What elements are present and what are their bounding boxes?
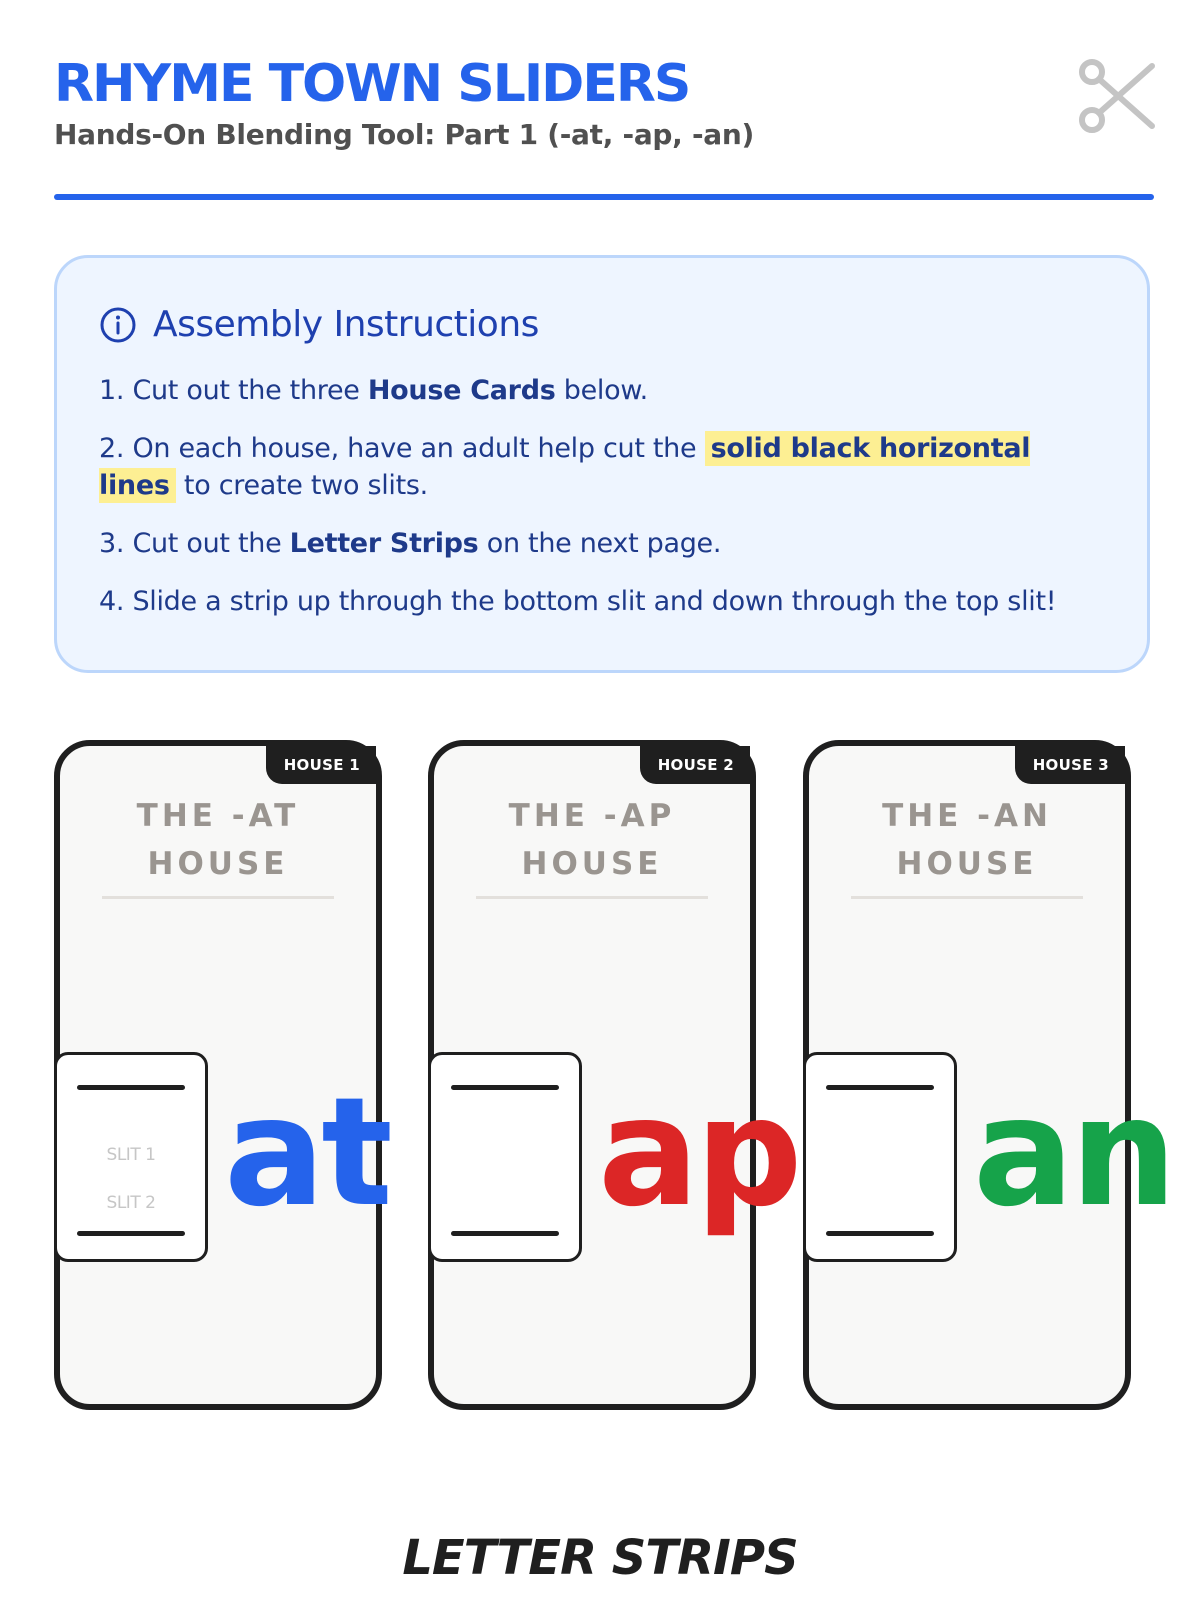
- instruction-step-2: 2. On each house, have an adult help cut the solid black horizontal lines to create two slits.: [99, 433, 1031, 501]
- word-family-rime: an: [973, 1066, 1174, 1240]
- top-slit[interactable]: [77, 1085, 185, 1090]
- top-slit[interactable]: [451, 1085, 559, 1090]
- word-family-rime: ap: [598, 1066, 799, 1240]
- house-tag: HOUSE 1: [266, 746, 376, 784]
- bottom-slit[interactable]: [451, 1231, 559, 1236]
- house-card-1: [54, 740, 389, 1410]
- bottom-slit[interactable]: [77, 1231, 185, 1236]
- house-title: THE -AP HOUSE: [508, 798, 676, 882]
- house-card-3: [803, 740, 1174, 1410]
- instructions-heading: [99, 304, 539, 345]
- scissors-icon: [1078, 56, 1158, 136]
- page-title: RHYME TOWN SLIDERS: [54, 54, 690, 114]
- instructions-list: [99, 372, 1109, 641]
- house-divider: [102, 896, 334, 899]
- house-title: THE -AT HOUSE: [136, 798, 300, 882]
- house-title: THE -AN HOUSE: [882, 798, 1052, 882]
- instructions-panel: [54, 255, 1150, 673]
- house-tag: HOUSE 2: [640, 746, 750, 784]
- instruction-step-3: 3. Cut out the Letter Strips on the next page.: [99, 528, 722, 559]
- slit-2-label: SLIT 2: [106, 1193, 156, 1213]
- instruction-step-4: 4. Slide a strip up through the bottom slit and down through the top slit!: [99, 586, 1057, 617]
- instructions-title: Assembly Instructions: [153, 304, 539, 345]
- header-divider: [54, 194, 1154, 200]
- house-card-2: [428, 740, 799, 1410]
- bottom-slit[interactable]: [826, 1231, 934, 1236]
- page-header: [54, 52, 1154, 151]
- highlighted-text: solid black horizontal lines: [99, 433, 1031, 501]
- slider-window: [428, 1052, 582, 1262]
- house-divider: [476, 896, 708, 899]
- slit-1-label: SLIT 1: [106, 1145, 156, 1165]
- instruction-step-1: 1. Cut out the three House Cards below.: [99, 375, 648, 406]
- info-icon: [99, 306, 137, 344]
- letter-strips-title: LETTER STRIPS: [402, 1530, 798, 1586]
- house-tag: HOUSE 3: [1015, 746, 1125, 784]
- slider-window: [54, 1052, 208, 1262]
- slider-window: [803, 1052, 957, 1262]
- word-family-rime: at: [224, 1066, 389, 1240]
- page-subtitle: Hands-On Blending Tool: Part 1 (-at, -ap, -an): [54, 118, 755, 151]
- top-slit[interactable]: [826, 1085, 934, 1090]
- house-divider: [851, 896, 1083, 899]
